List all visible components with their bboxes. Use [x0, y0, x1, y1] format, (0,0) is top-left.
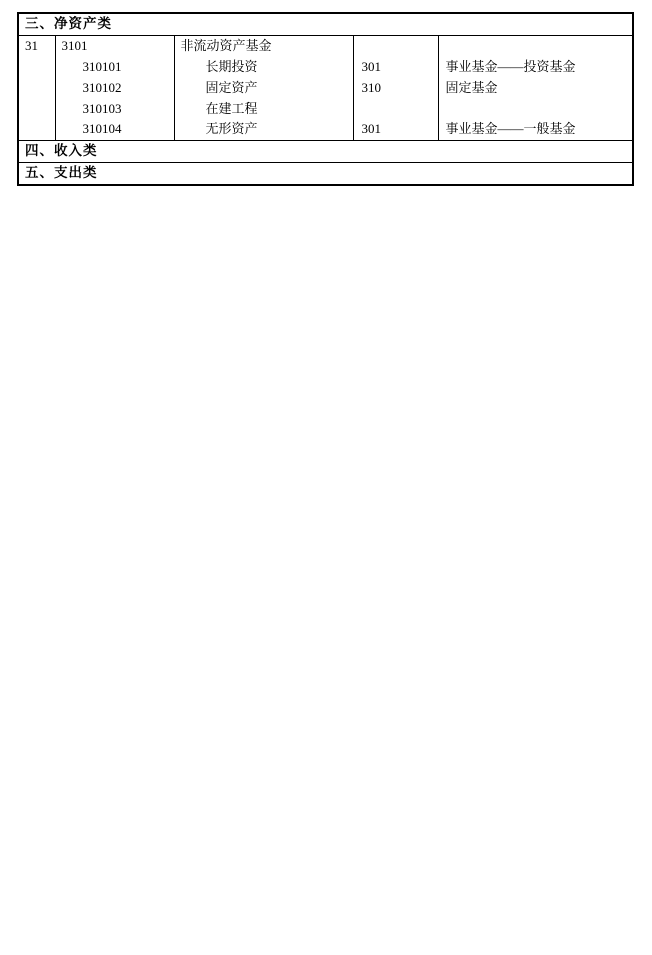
cell-text: 无形资产: [205, 121, 258, 137]
cell-text: [354, 99, 438, 120]
section-title-cell: [18, 13, 633, 35]
cell-text: 长期投资: [205, 58, 258, 74]
section-title-cell: [18, 141, 633, 163]
cell-text: 三、净资产类: [25, 16, 112, 31]
cell-text: 在建工程: [205, 100, 258, 116]
cell-text: 非流动资产基金: [180, 37, 272, 53]
seq-cell: [18, 35, 55, 140]
cell-text: 310102: [82, 79, 122, 95]
cell-text: 301: [361, 58, 381, 74]
cell-text: 固定资产: [205, 79, 258, 95]
cell-text: 310: [361, 79, 381, 95]
cell-text: 310101: [82, 58, 122, 74]
cell-text: 31: [25, 37, 38, 53]
cell-text: 310103: [82, 100, 122, 116]
section-title-cell: [18, 163, 633, 185]
old-name-cell: [438, 35, 633, 140]
cell-text: [439, 99, 633, 120]
cell-text: 事业基金——投资基金: [445, 58, 576, 74]
cell-text: 四、收入类: [25, 143, 98, 159]
cell-text: [354, 36, 438, 57]
cell-text: 301: [361, 121, 381, 137]
cell-text: 事业基金——一般基金: [445, 121, 576, 137]
cell-text: 3101: [61, 37, 88, 53]
account-mapping-table: [17, 12, 634, 186]
table-row: [18, 35, 633, 140]
cell-text: [439, 36, 633, 57]
old-code-cell: [353, 35, 438, 140]
new-name-cell: [174, 35, 353, 140]
new-code-cell: [55, 35, 174, 140]
section-header-row: [18, 141, 633, 163]
section-header-row: [18, 163, 633, 185]
cell-text: 固定基金: [445, 79, 498, 95]
section-header-row: [18, 13, 633, 35]
cell-text: 310104: [82, 121, 122, 137]
cell-text: 五、支出类: [25, 165, 98, 181]
